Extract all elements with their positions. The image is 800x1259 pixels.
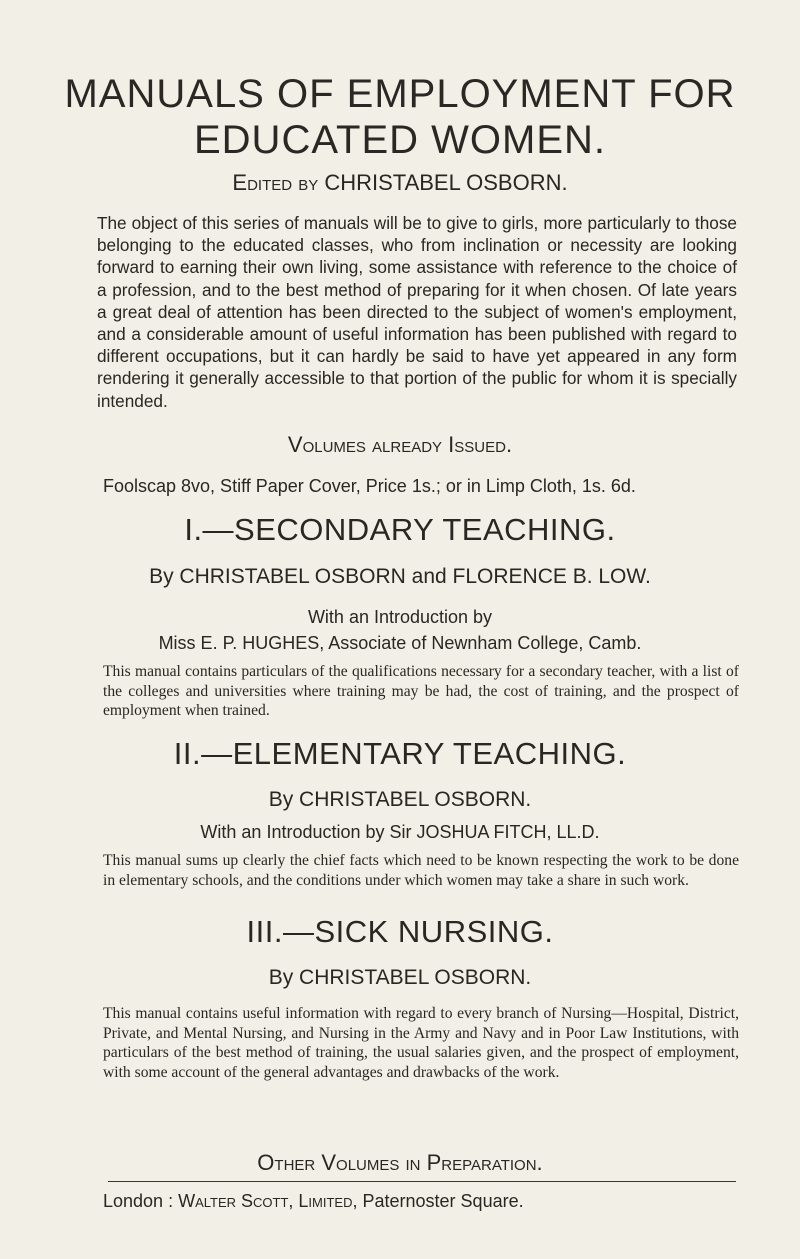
section-description: This manual sums up clearly the chief facts which need to be known respecting the work to be done in elementary schools, and the conditions under which women may take a share in such work. [103,852,739,889]
series-title-line-1: MANUALS OF EMPLOYMENT FOR [64,72,736,116]
volumes-issued-heading: Volumes already Issued. [287,432,513,457]
section-description: This manual contains useful information with regard to every branch of Nursing—Hospital, District, Private, and Mental Nursing, and Nursing in the Army and Navy and in Poor Law Institutions, with particulars of the best method of training, the usual salaries given, and the prospect of employment, with some account of the general advantages and drawbacks of the work. [103,1005,739,1081]
section-description: This manual contains particulars of the qualifications necessary for a secondary teacher, with a list of the colleges and universities where training may be had, the cost of training, and the prospect of employment when trained. [103,663,739,720]
footer-rule [108,1181,736,1182]
editor-line: Edited by CHRISTABEL OSBORN. [232,170,568,195]
section-byline: By CHRISTABEL OSBORN. [268,788,532,811]
section-intro-line: Miss E. P. HUGHES, Associate of Newnham College, Camb. [158,633,642,653]
footer-city: London : [103,1191,174,1211]
price-line: Foolscap 8vo, Stiff Paper Cover, Price 1s.; or in Limp Cloth, 1s. 6d. [103,476,636,496]
other-volumes-heading: Other Volumes in Preparation. [257,1150,543,1175]
series-title-line-2: EDUCATED WOMEN. [193,118,607,162]
section-byline: By CHRISTABEL OSBORN. [268,966,532,989]
section-title: III.—SICK NURSING. [246,914,554,949]
intro-paragraph: The object of this series of manuals will be to give to girls, more particularly to those belonging to the educated classes, who from inclination or necessity are looking forward to earning their own living, some assistance with reference to the choice of a profession, and to the best method of preparing for it when chosen. Of late years a great deal of attention has been directed to the subject of women's employment, and a considerable amount of useful information has been published with regard to different occupations, but it can hardly be said to have yet appeared in any form rendering it generally accessible to that portion of the public for whom it is specially intended. [97,213,737,411]
section-title: I.—SECONDARY TEACHING. [184,512,616,547]
section-intro-line: With an Introduction by [307,607,493,627]
section-title: II.—ELEMENTARY TEACHING. [173,736,627,771]
section-intro-line: With an Introduction by Sir JOSHUA FITCH, LL.D. [200,822,600,842]
footer-publisher: Walter Scott, Limited, [178,1191,358,1211]
publisher-footer [103,1191,743,1212]
footer-address: Paternoster Square. [362,1191,524,1211]
section-byline: By CHRISTABEL OSBORN and FLORENCE B. LOW. [149,565,651,588]
